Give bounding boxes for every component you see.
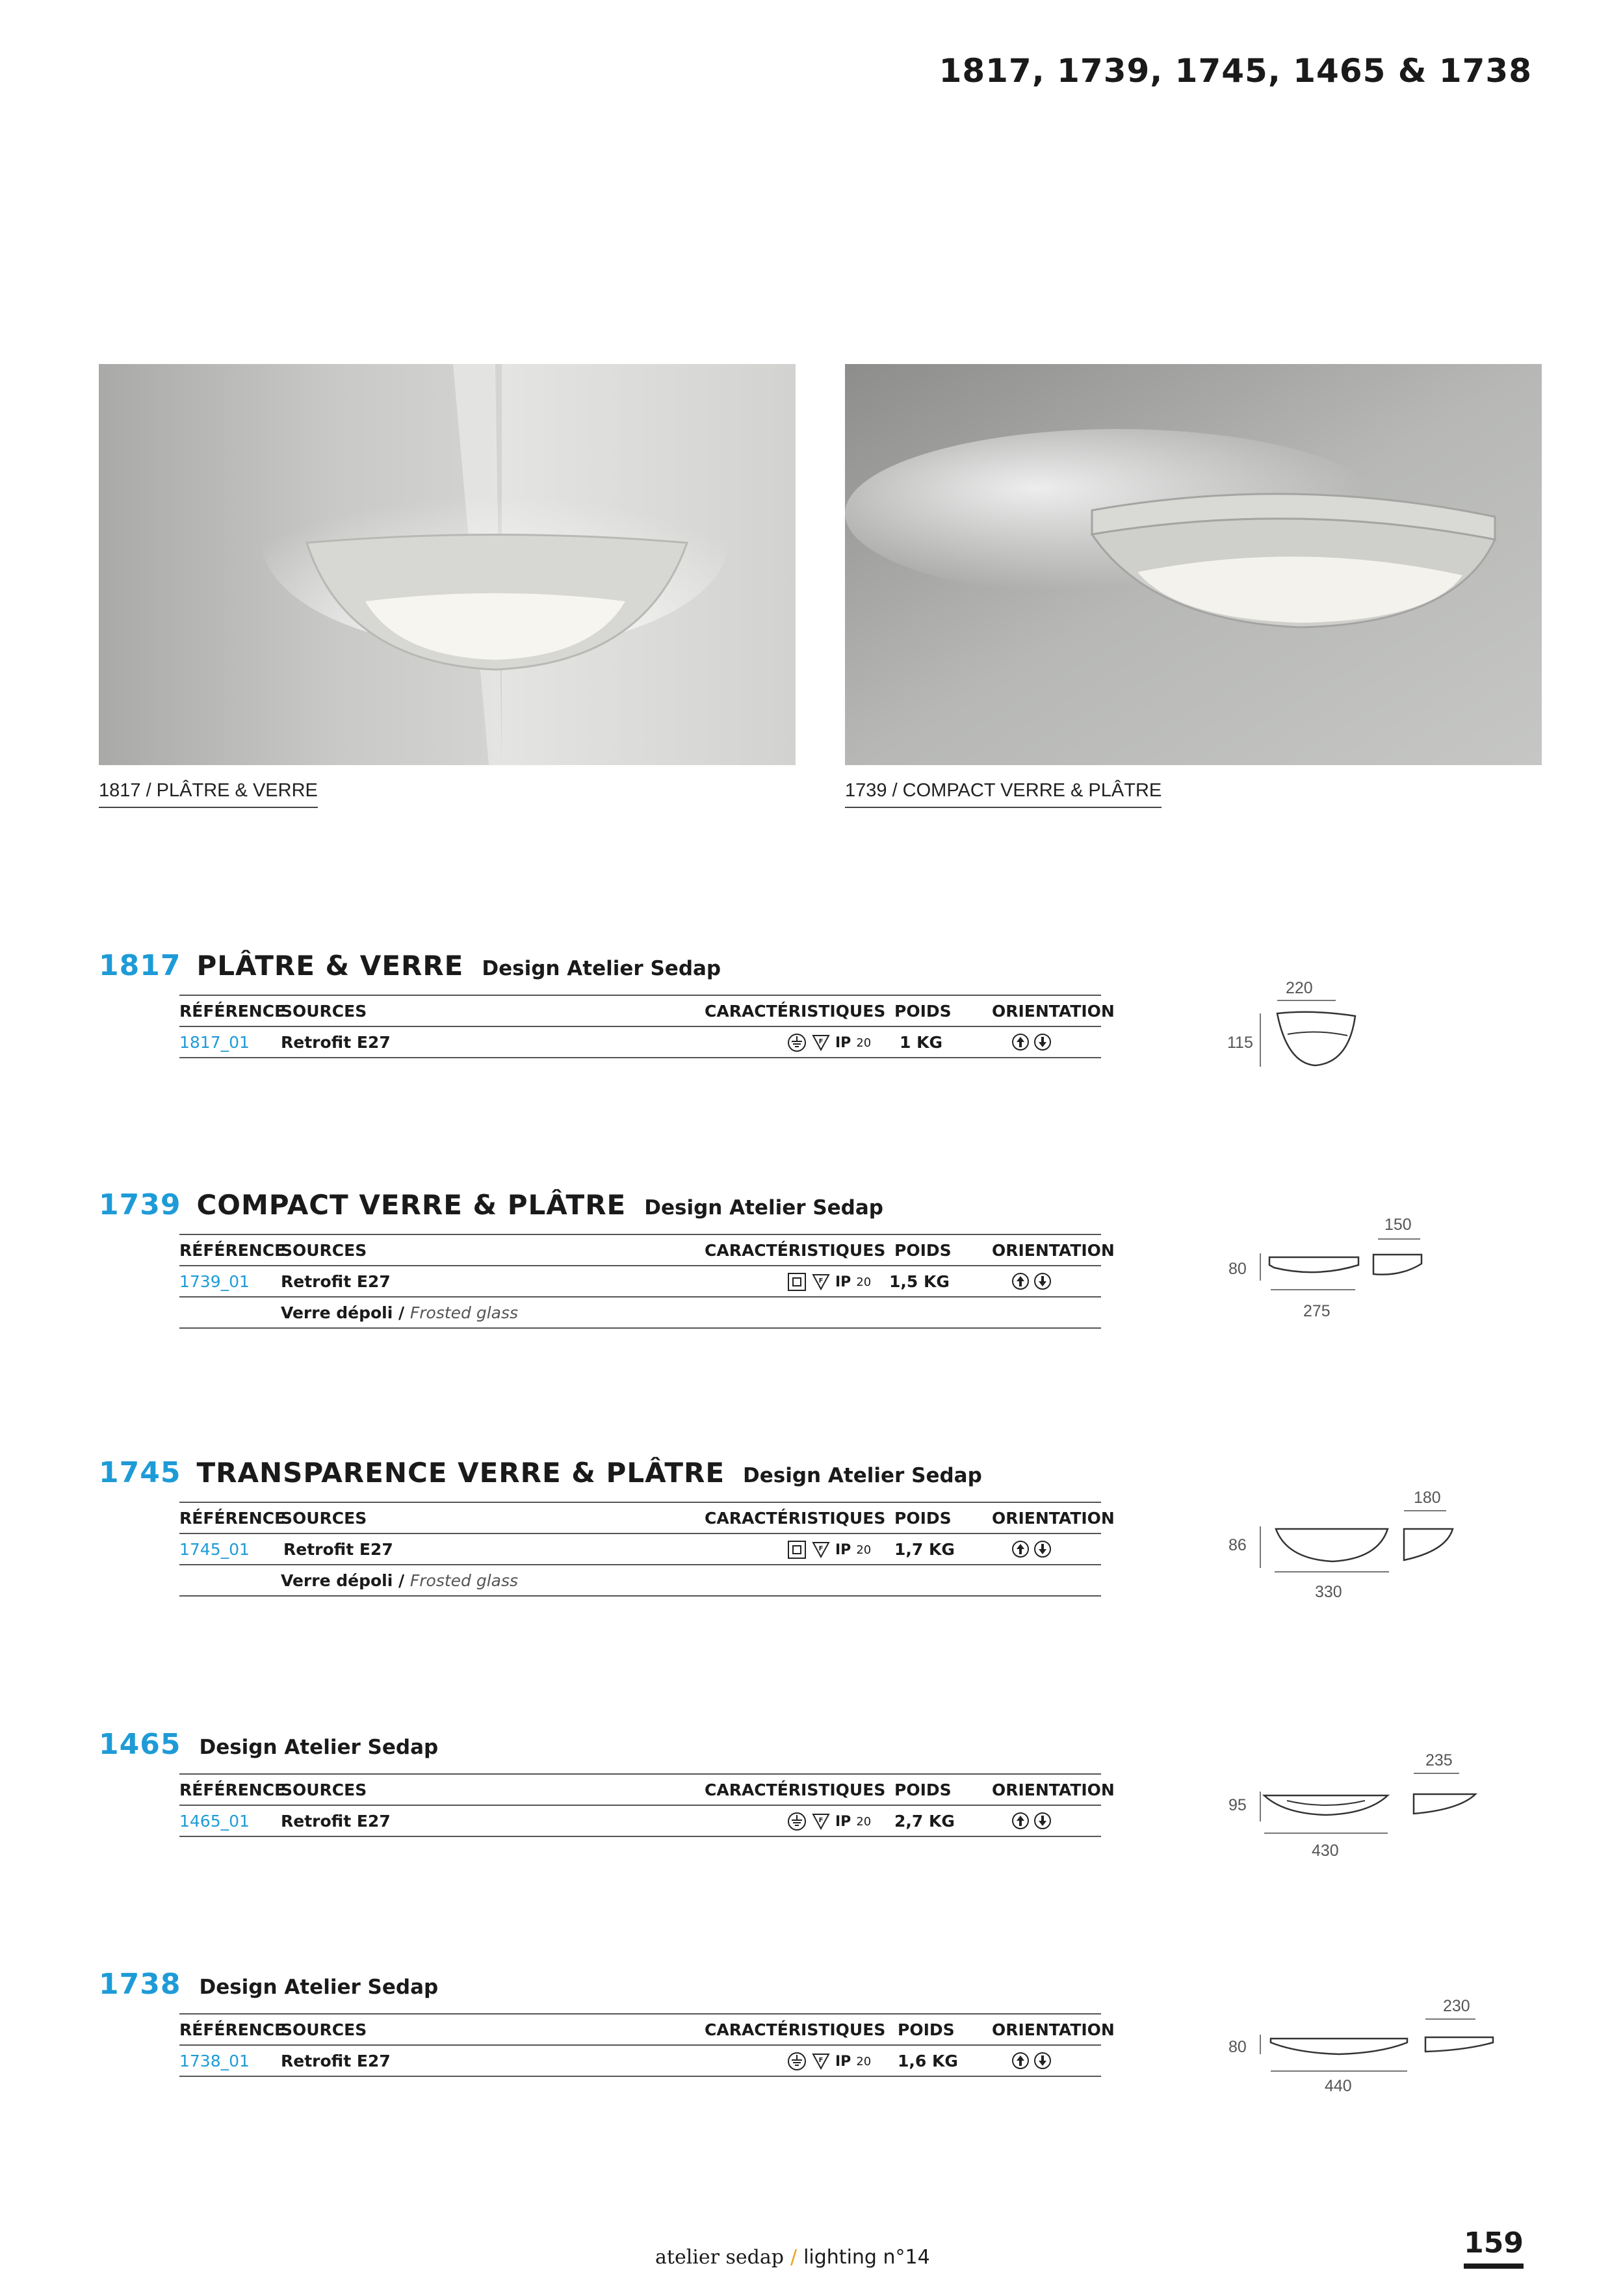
col-sources: SOURCES [281, 1781, 367, 1799]
page-title: 1817, 1739, 1745, 1465 & 1738 [939, 52, 1532, 90]
source-value: Retrofit E27 [281, 2052, 391, 2070]
technical-drawing-1817 [1251, 998, 1362, 1073]
product-name: TRANSPARENCE VERRE & PLÂTRE [196, 1457, 725, 1489]
footer [655, 2246, 930, 2269]
dimension-depth: 230 [1443, 1997, 1470, 2015]
weight-value: 2,7 KG [894, 1812, 955, 1831]
photo-caption-1817: 1817 / PLÂTRE & VERRE [99, 780, 318, 808]
arrow-up-icon [1011, 1812, 1030, 1830]
arrow-up-icon [1011, 2052, 1030, 2070]
product-photo-1817 [99, 364, 796, 765]
orientation-icons [1011, 1272, 1052, 1290]
table-row [179, 1806, 1101, 1837]
arrow-down-icon [1033, 1272, 1052, 1290]
col-weight: POIDS [894, 1241, 952, 1260]
col-weight: POIDS [894, 1781, 952, 1799]
weight-value: 1,7 KG [894, 1540, 955, 1559]
col-weight: POIDS [898, 2020, 955, 2039]
spec-header-row [179, 2015, 1115, 2046]
arrow-down-icon [1033, 2052, 1052, 2070]
reference-value: 1739_01 [179, 1272, 250, 1291]
product-number: 1745 [99, 1456, 181, 1489]
spec-table [179, 1773, 1115, 1837]
dimension-depth: 180 [1414, 1489, 1441, 1507]
characteristics-icons [787, 1272, 871, 1292]
dimension-height: 80 [1228, 1260, 1247, 1278]
note-text [281, 1571, 518, 1590]
svg-text:F: F [818, 1545, 824, 1552]
table-row [179, 1534, 1101, 1565]
note-italic: Frosted glass [409, 1571, 519, 1590]
product-design: Design Atelier Sedap [644, 1196, 883, 1220]
arrow-down-icon [1033, 1033, 1052, 1051]
col-characteristics: CARACTÉRISTIQUES [705, 1509, 886, 1528]
dimension-depth: 235 [1425, 1751, 1453, 1769]
col-reference: RÉFÉRENCE [179, 1509, 286, 1528]
ip-label: IP [835, 1541, 851, 1558]
svg-text:F: F [818, 1817, 824, 1824]
dimension-width: 430 [1312, 1842, 1339, 1860]
dimension-height: 86 [1228, 1536, 1247, 1554]
arrow-up-icon [1011, 1540, 1030, 1558]
footer-publication: lighting n°14 [803, 2246, 930, 2269]
arrow-up-icon [1011, 1033, 1030, 1051]
dimension-height: 80 [1228, 2038, 1247, 2056]
product-design: Design Atelier Sedap [199, 1736, 439, 1759]
orientation-icons [1011, 2052, 1052, 2070]
ip-value: 20 [856, 1275, 872, 1289]
col-orientation: ORIENTATION [992, 1241, 1115, 1260]
flammable-surface-icon [812, 2052, 830, 2070]
note-text [281, 1303, 518, 1322]
reference-value: 1817_01 [179, 1033, 250, 1052]
weight-value: 1,5 KG [889, 1272, 950, 1291]
spec-table [179, 2013, 1115, 2077]
col-characteristics: CARACTÉRISTIQUES [705, 2020, 886, 2039]
dimension-width: 220 [1286, 979, 1313, 997]
flammable-surface-icon [812, 1541, 830, 1559]
product-design: Design Atelier Sedap [482, 957, 721, 980]
col-weight: POIDS [894, 1002, 952, 1021]
table-row [179, 1266, 1101, 1298]
characteristics-icons [787, 1033, 871, 1052]
characteristics-icons [787, 1812, 871, 1831]
product-photo-1739 [845, 364, 1542, 765]
spec-header-row [179, 1235, 1115, 1266]
reference-value: 1745_01 [179, 1540, 250, 1559]
table-row-note [179, 1298, 1101, 1329]
spec-table [179, 995, 1115, 1058]
source-value: Retrofit E27 [281, 1033, 391, 1052]
ip-label: IP [835, 1273, 851, 1290]
col-characteristics: CARACTÉRISTIQUES [705, 1241, 886, 1260]
product-number: 1465 [99, 1728, 181, 1761]
flammable-surface-icon [812, 1812, 830, 1831]
svg-text:F: F [818, 2057, 824, 2064]
spec-table [179, 1502, 1115, 1597]
dimension-depth: 150 [1384, 1216, 1412, 1234]
ip-label: IP [835, 1034, 851, 1051]
col-orientation: ORIENTATION [992, 1509, 1115, 1528]
arrow-down-icon [1033, 1540, 1052, 1558]
col-characteristics: CARACTÉRISTIQUES [705, 1002, 886, 1021]
flammable-surface-icon [812, 1273, 830, 1291]
product-design: Design Atelier Sedap [199, 1976, 439, 1999]
dimension-height: 115 [1227, 1034, 1253, 1052]
dimension-width: 440 [1325, 2077, 1352, 2095]
col-reference: RÉFÉRENCE [179, 1781, 286, 1799]
note-main: Verre dépoli / [281, 1571, 410, 1590]
product-design: Design Atelier Sedap [743, 1464, 982, 1487]
col-sources: SOURCES [281, 1002, 367, 1021]
product-name: PLÂTRE & VERRE [196, 950, 464, 982]
note-italic: Frosted glass [409, 1303, 519, 1322]
svg-text:F: F [818, 1038, 824, 1045]
col-sources: SOURCES [281, 1241, 367, 1260]
arrow-up-icon [1011, 1272, 1030, 1290]
photo-caption-1739: 1739 / COMPACT VERRE & PLÂTRE [845, 780, 1162, 808]
orientation-icons [1011, 1812, 1052, 1830]
spec-header-row [179, 996, 1115, 1027]
source-value: Retrofit E27 [281, 1812, 391, 1831]
orientation-icons [1011, 1033, 1052, 1051]
arrow-down-icon [1033, 1812, 1052, 1830]
product-number: 1817 [99, 949, 181, 982]
col-sources: SOURCES [281, 2020, 367, 2039]
col-weight: POIDS [894, 1509, 952, 1528]
class-one-earth-icon [787, 1033, 807, 1052]
note-main: Verre dépoli / [281, 1303, 410, 1322]
technical-drawing-1465 [1251, 1769, 1485, 1841]
reference-value: 1465_01 [179, 1812, 250, 1831]
product-number: 1739 [99, 1188, 181, 1221]
col-sources: SOURCES [281, 1509, 367, 1528]
table-row [179, 1027, 1101, 1058]
reference-value: 1738_01 [179, 2052, 250, 2070]
source-value: Retrofit E27 [281, 1272, 391, 1291]
table-row [179, 2046, 1101, 2077]
dimension-width: 275 [1303, 1302, 1331, 1320]
col-reference: RÉFÉRENCE [179, 2020, 286, 2039]
ip-value: 20 [856, 2054, 872, 2068]
footer-separator: / [790, 2246, 798, 2269]
technical-drawing-1739 [1251, 1235, 1433, 1300]
spec-header-row [179, 1503, 1115, 1534]
dimension-height: 95 [1228, 1796, 1247, 1814]
footer-brand: atelier sedap [655, 2246, 784, 2269]
spec-table [179, 1234, 1115, 1329]
class-one-earth-icon [787, 1812, 807, 1831]
ip-label: IP [835, 2053, 851, 2070]
orientation-icons [1011, 1540, 1052, 1558]
characteristics-icons [787, 2052, 871, 2071]
technical-drawing-1738 [1251, 2015, 1505, 2080]
weight-value: 1 KG [900, 1033, 942, 1052]
product-name: COMPACT VERRE & PLÂTRE [196, 1189, 627, 1221]
col-reference: RÉFÉRENCE [179, 1241, 286, 1260]
table-row-note [179, 1565, 1101, 1597]
technical-drawing-1745 [1251, 1507, 1466, 1578]
flammable-surface-icon [812, 1034, 830, 1052]
dimension-width: 330 [1315, 1583, 1342, 1601]
product-number: 1738 [99, 1968, 181, 2001]
source-value: Retrofit E27 [283, 1540, 393, 1559]
col-orientation: ORIENTATION [992, 1781, 1115, 1799]
col-orientation: ORIENTATION [992, 1002, 1115, 1021]
class-two-insulation-icon [787, 1272, 807, 1292]
svg-text:F: F [818, 1277, 824, 1285]
ip-value: 20 [856, 1814, 872, 1829]
col-reference: RÉFÉRENCE [179, 1002, 286, 1021]
ip-value: 20 [856, 1543, 872, 1557]
class-one-earth-icon [787, 2052, 807, 2071]
col-characteristics: CARACTÉRISTIQUES [705, 1781, 886, 1799]
col-orientation: ORIENTATION [992, 2020, 1115, 2039]
ip-label: IP [835, 1813, 851, 1830]
page-number: 159 [1464, 2226, 1524, 2269]
ip-value: 20 [856, 1036, 872, 1050]
spec-header-row [179, 1775, 1115, 1806]
class-two-insulation-icon [787, 1540, 807, 1559]
characteristics-icons [787, 1540, 871, 1559]
weight-value: 1,6 KG [898, 2052, 958, 2070]
